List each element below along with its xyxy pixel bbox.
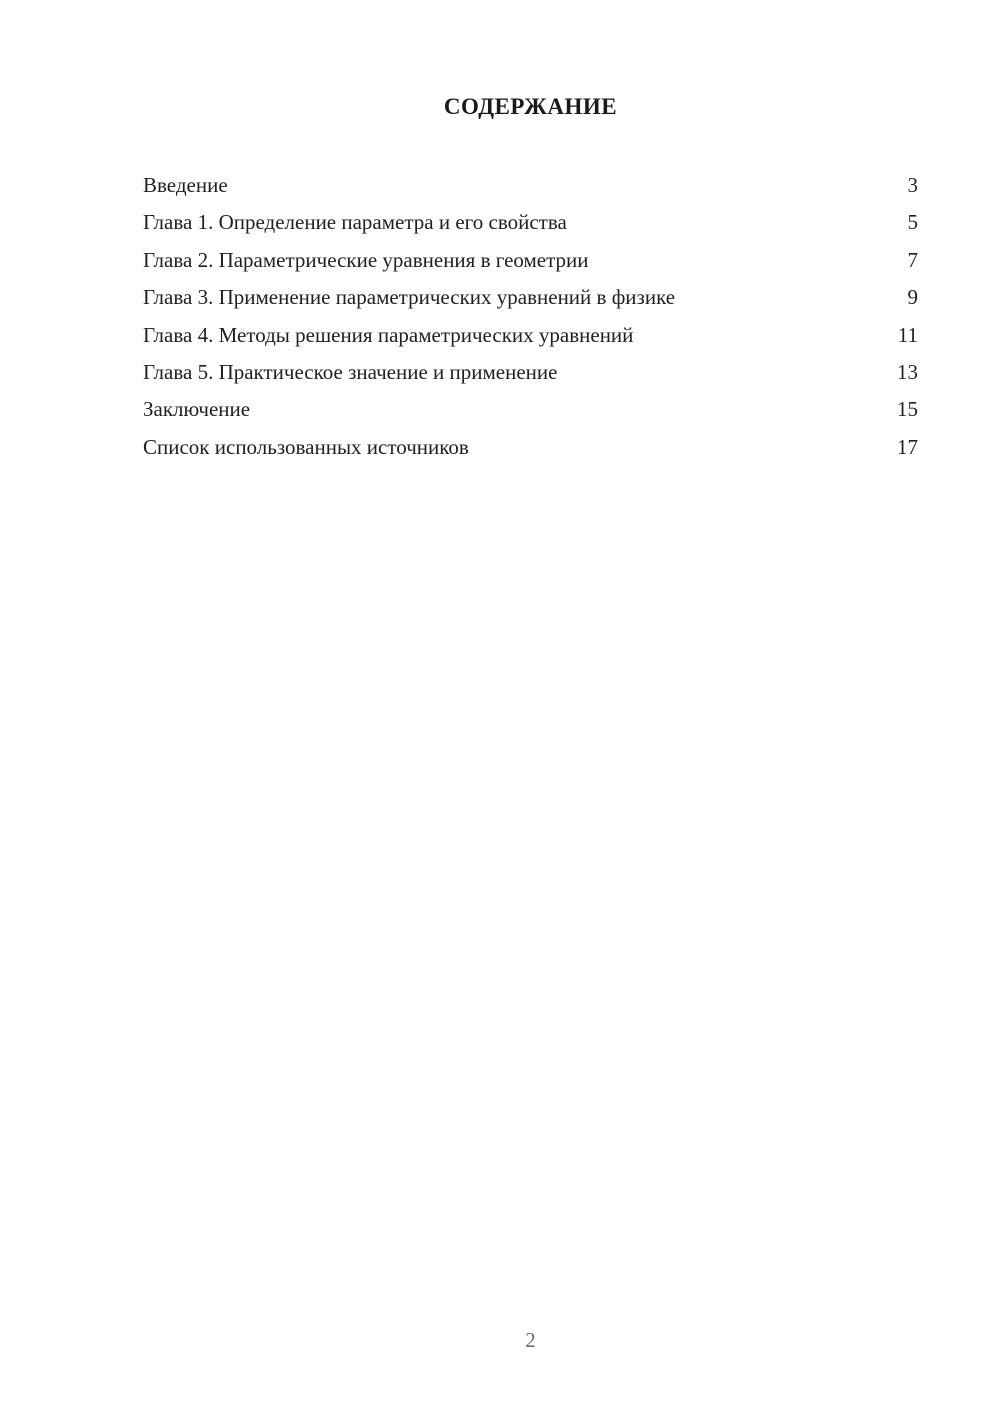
toc-entry-page-number: 3 (907, 173, 918, 197)
toc-entry-label: Заключение (143, 397, 251, 422)
page-title: СОДЕРЖАНИЕ (443, 94, 618, 119)
toc-entry-label: Глава 4. Методы решения параметрических уравнений (143, 322, 634, 347)
table-of-contents (143, 167, 918, 466)
footer-page-number: 2 (525, 1328, 536, 1352)
toc-entry-chapter-4 (143, 317, 918, 354)
toc-entry-chapter-1 (143, 204, 918, 241)
toc-entry-chapter-5 (143, 354, 918, 391)
toc-entry-label: Список использованных источников (143, 434, 469, 459)
toc-entry-page-number: 13 (897, 359, 918, 384)
toc-entry-introduction (143, 167, 918, 204)
toc-entry-page-number: 7 (907, 247, 918, 272)
toc-entry-page-number: 11 (897, 322, 918, 347)
toc-entry-page-number: 17 (897, 434, 918, 459)
toc-entry-page-number: 15 (897, 397, 918, 422)
toc-entry-references (143, 429, 918, 466)
toc-entry-page-number: 9 (907, 285, 918, 310)
toc-entry-chapter-3 (143, 279, 918, 316)
toc-entry-label: Введение (143, 173, 228, 197)
toc-entry-page-number: 5 (907, 210, 918, 235)
toc-entry-conclusion (143, 391, 918, 428)
toc-entry-chapter-2 (143, 242, 918, 279)
toc-entry-label: Глава 3. Применение параметрических уравнений в физике (143, 285, 676, 310)
toc-entry-label: Глава 2. Параметрические уравнения в геометрии (143, 247, 589, 272)
toc-entry-label: Глава 5. Практическое значение и применение (143, 359, 558, 384)
toc-entry-label: Глава 1. Определение параметра и его свойства (143, 210, 567, 235)
content-block (143, 0, 918, 466)
